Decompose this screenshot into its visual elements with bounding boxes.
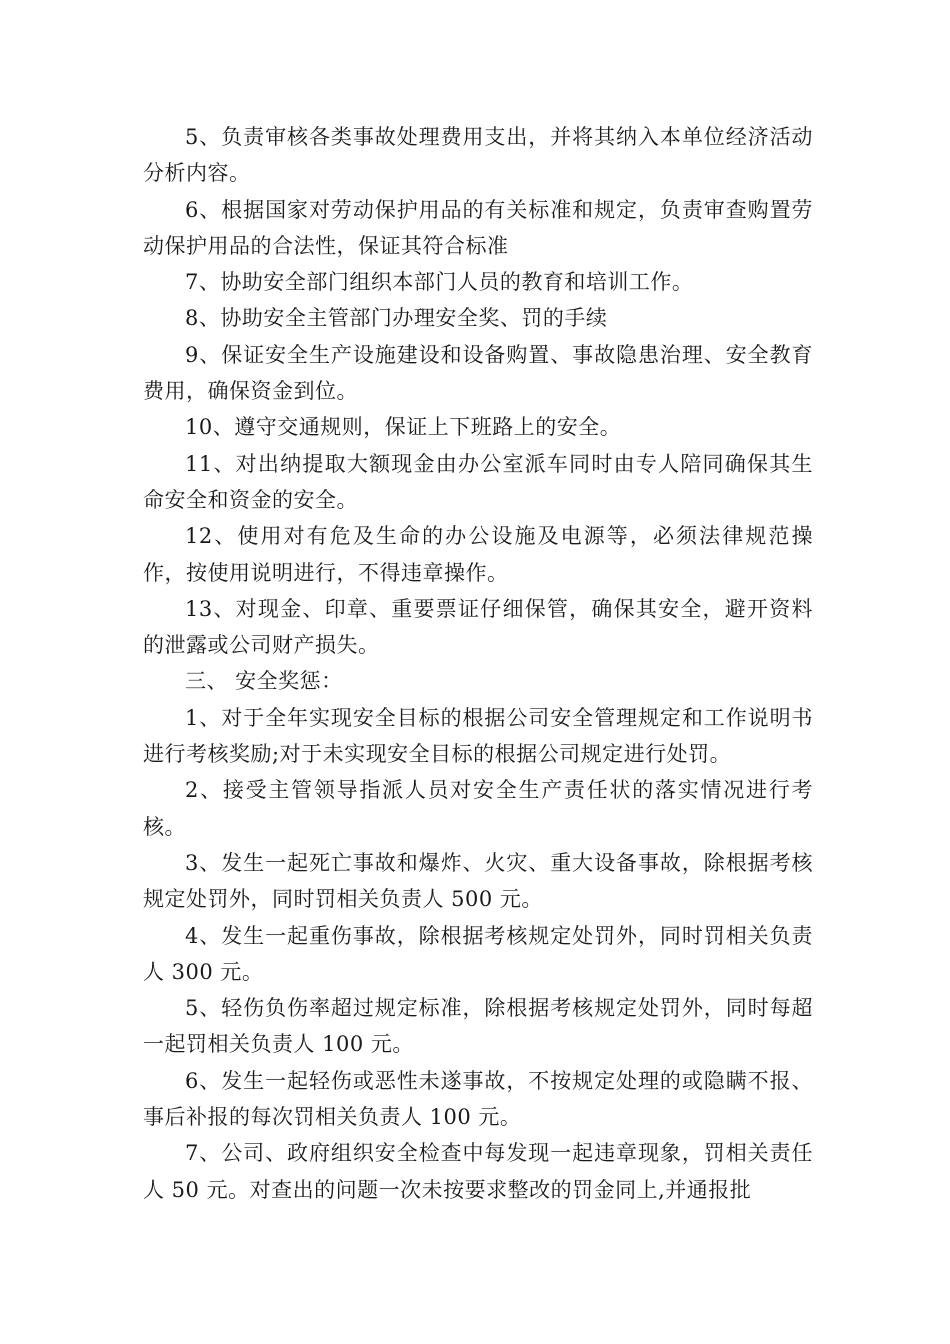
paragraph: 9、保证安全生产设施建设和设备购置、事故隐患治理、安全教育费用，确保资金到位。 <box>143 342 813 404</box>
paragraph: 6、发生一起轻伤或恶性未遂事故，不按规定处理的或隐瞒不报、事后补报的每次罚相关负责人 100 元。 <box>143 1068 813 1130</box>
paragraph: 7、协助安全部门组织本部门人员的教育和培训工作。 <box>185 270 694 295</box>
paragraph: 8、协助安全主管部门办理安全奖、罚的手续 <box>185 306 608 331</box>
paragraph: 10、遵守交通规则，保证上下班路上的安全。 <box>185 415 622 440</box>
paragraph: 3、发生一起死亡事故和爆炸、火灾、重大设备事故，除根据考核规定处罚外，同时罚相关负责人 500 元。 <box>143 850 813 912</box>
paragraph: 1、对于全年实现安全目标的根据公司安全管理规定和工作说明书进行考核奖励;对于未实现安全目标的根据公司规定进行处罚。 <box>143 705 813 767</box>
paragraph: 13、对现金、印章、重要票证仔细保管，确保其安全，避开资料的泄露或公司财产损失。 <box>143 596 813 658</box>
paragraph: 5、负责审核各类事故处理费用支出，并将其纳入本单位经济活动分析内容。 <box>143 125 813 186</box>
document-body <box>143 119 813 1208</box>
paragraph: 5、轻伤负伤率超过规定标准，除根据考核规定处罚外，同时每超一起罚相关负责人 100 元。 <box>143 996 813 1057</box>
paragraph: 7、公司、政府组织安全检查中每发现一起违章现象，罚相关责任人 50 元。对查出的问题一次未按要求整改的罚金同上,并通报批 <box>143 1141 813 1202</box>
paragraph: 6、根据国家对劳动保护用品的有关标准和规定，负责审查购置劳动保护用品的合法性，保证其符合标准 <box>143 197 813 258</box>
paragraph: 4、发生一起重伤事故，除根据考核规定处罚外，同时罚相关负责人 300 元。 <box>143 923 813 984</box>
paragraph: 11、对出纳提取大额现金由办公室派车同时由专人陪同确保其生命安全和资金的安全。 <box>143 451 813 512</box>
section-heading: 三、 安全奖惩： <box>185 669 343 694</box>
paragraph: 2、接受主管领导指派人员对安全生产责任状的落实情况进行考核。 <box>143 778 813 839</box>
paragraph: 12、使用对有危及生命的办公设施及电源等，必须法律规范操作，按使用说明进行，不得违章操作。 <box>143 524 813 585</box>
